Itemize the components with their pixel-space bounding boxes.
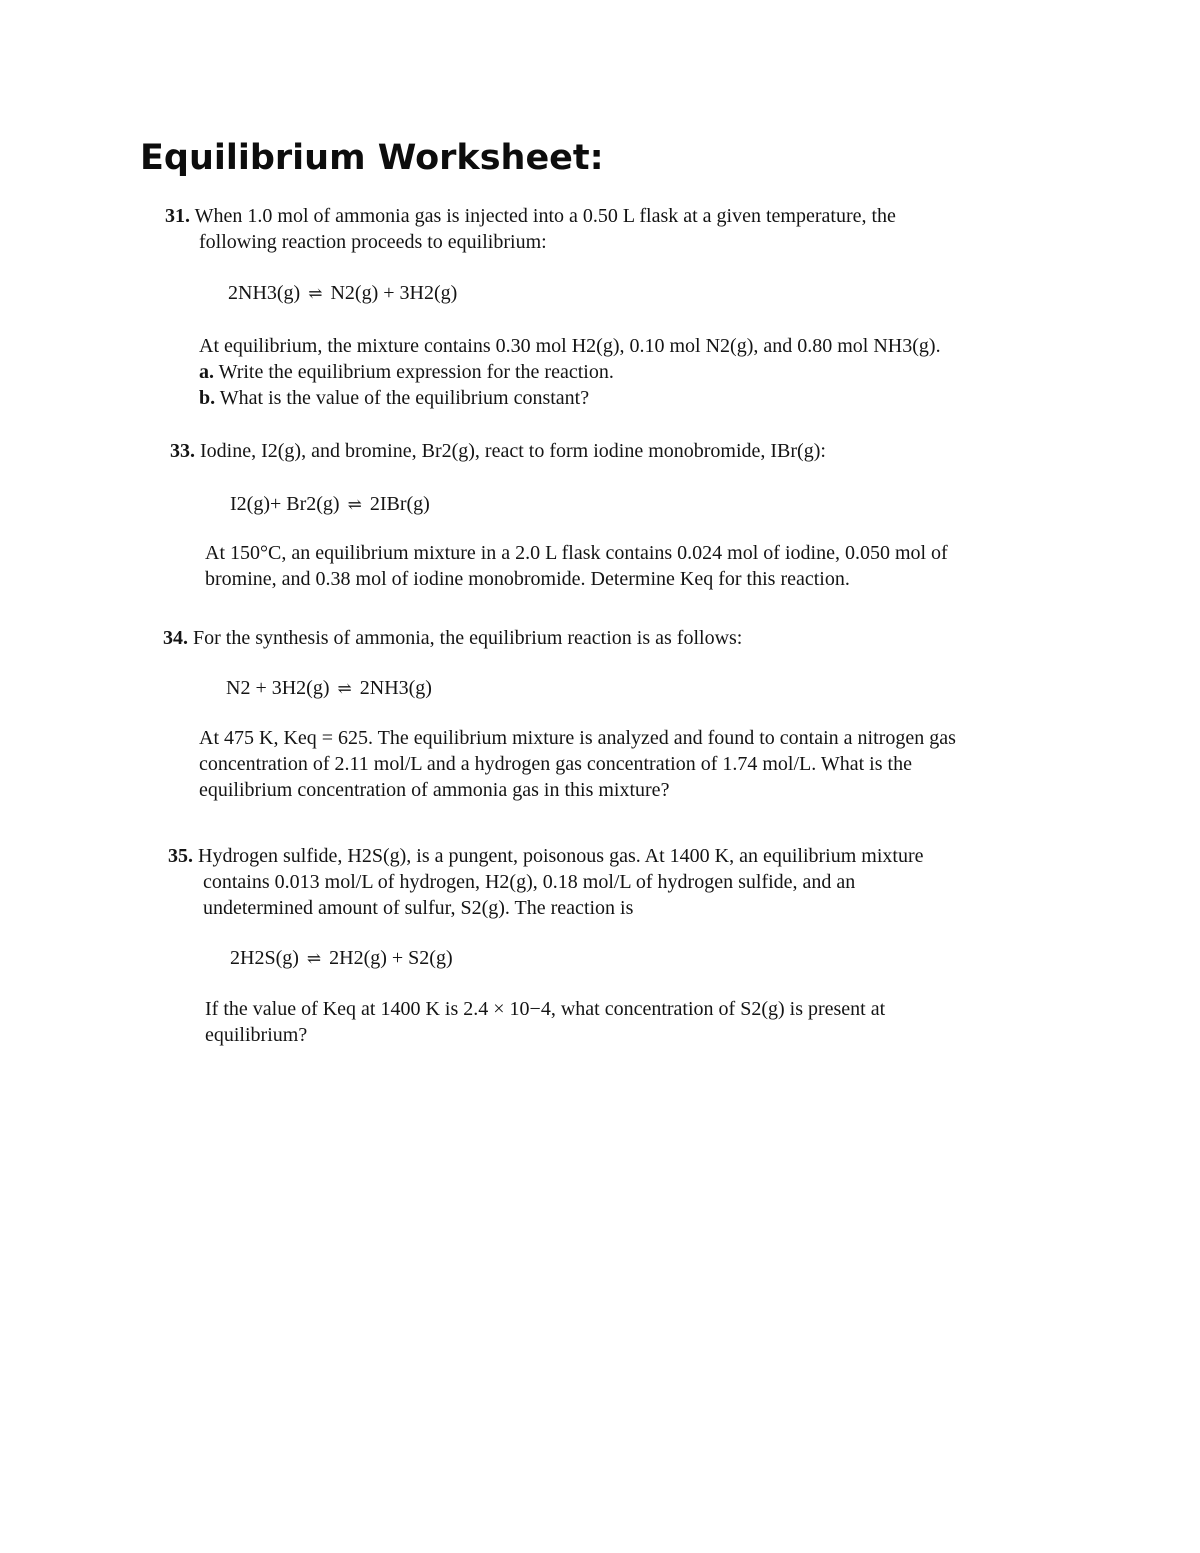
equation-left: I2(g)+ Br2(g) <box>230 493 340 515</box>
question-34-text-1: For the synthesis of ammonia, the equilibrium reaction is as follows: <box>193 627 743 649</box>
question-31-part-b <box>199 385 589 411</box>
question-35-number: 35. <box>168 845 193 867</box>
question-35-equation <box>230 947 453 970</box>
equation-right: 2NH3(g) <box>359 677 432 699</box>
question-33-number: 33. <box>170 440 195 462</box>
question-31-text-1: When 1.0 mol of ammonia gas is injected into a 0.50 L flask at a given temperature, the <box>194 205 896 227</box>
equilibrium-arrow-icon: ⇌ <box>308 284 323 303</box>
question-33-text-1: Iodine, I2(g), and bromine, Br2(g), react to form iodine monobromide, IBr(g): <box>200 440 826 462</box>
question-35-text-2: contains 0.013 mol/L of hydrogen, H2(g), 0.18 mol/L of hydrogen sulfide, and an <box>203 871 856 893</box>
question-34-equation <box>226 677 432 700</box>
question-35-text-5: equilibrium? <box>205 1024 308 1046</box>
question-33-text-2: At 150°C, an equilibrium mixture in a 2.0 L flask contains 0.024 mol of iodine, 0.050 mol of <box>205 542 948 564</box>
question-31-number: 31. <box>165 205 190 227</box>
question-33-text-3: bromine, and 0.38 mol of iodine monobromide. Determine Keq for this reaction. <box>205 568 850 590</box>
question-34-text-4: equilibrium concentration of ammonia gas in this mixture? <box>199 779 670 801</box>
equation-right: 2IBr(g) <box>369 493 430 515</box>
question-31-part-a <box>199 359 614 385</box>
question-35-line-1 <box>168 843 923 869</box>
question-33-equation <box>230 493 430 516</box>
question-34-number: 34. <box>163 627 188 649</box>
question-34-text-2: At 475 K, Keq = 625. The equilibrium mixture is analyzed and found to contain a nitrogen gas <box>199 727 956 749</box>
part-a-text: Write the equilibrium expression for the reaction. <box>218 361 614 383</box>
equation-left: N2 + 3H2(g) <box>226 677 330 699</box>
question-31-text-3: At equilibrium, the mixture contains 0.30 mol H2(g), 0.10 mol N2(g), and 0.80 mol NH3(g). <box>199 335 941 357</box>
question-33-line-1 <box>170 438 826 464</box>
question-34-text-3: concentration of 2.11 mol/L and a hydrogen gas concentration of 1.74 mol/L. What is the <box>199 753 912 775</box>
question-35-text-4: If the value of Keq at 1400 K is 2.4 × 10−4, what concentration of S2(g) is present at <box>205 998 886 1020</box>
part-b-label: b. <box>199 387 216 409</box>
equilibrium-arrow-icon: ⇌ <box>306 949 322 968</box>
part-b-text: What is the value of the equilibrium constant? <box>219 387 590 409</box>
equilibrium-arrow-icon: ⇌ <box>337 679 352 698</box>
question-31-text-2: following reaction proceeds to equilibrium: <box>199 231 547 253</box>
equation-left: 2H2S(g) <box>230 947 299 969</box>
equation-right: N2(g) + 3H2(g) <box>330 282 458 304</box>
equation-right: 2H2(g) + S2(g) <box>329 947 453 969</box>
question-31-equation <box>228 282 457 305</box>
question-34-line-1 <box>163 625 742 651</box>
question-35-text-3: undetermined amount of sulfur, S2(g). The reaction is <box>203 897 634 919</box>
question-35-text-1: Hydrogen sulfide, H2S(g), is a pungent, poisonous gas. At 1400 K, an equilibrium mixture <box>198 845 924 867</box>
equation-left: 2NH3(g) <box>228 282 301 304</box>
question-31-line-1 <box>165 203 896 229</box>
part-a-label: a. <box>199 361 214 383</box>
page-title: Equilibrium Worksheet: <box>140 138 604 178</box>
equilibrium-arrow-icon: ⇌ <box>347 495 362 514</box>
